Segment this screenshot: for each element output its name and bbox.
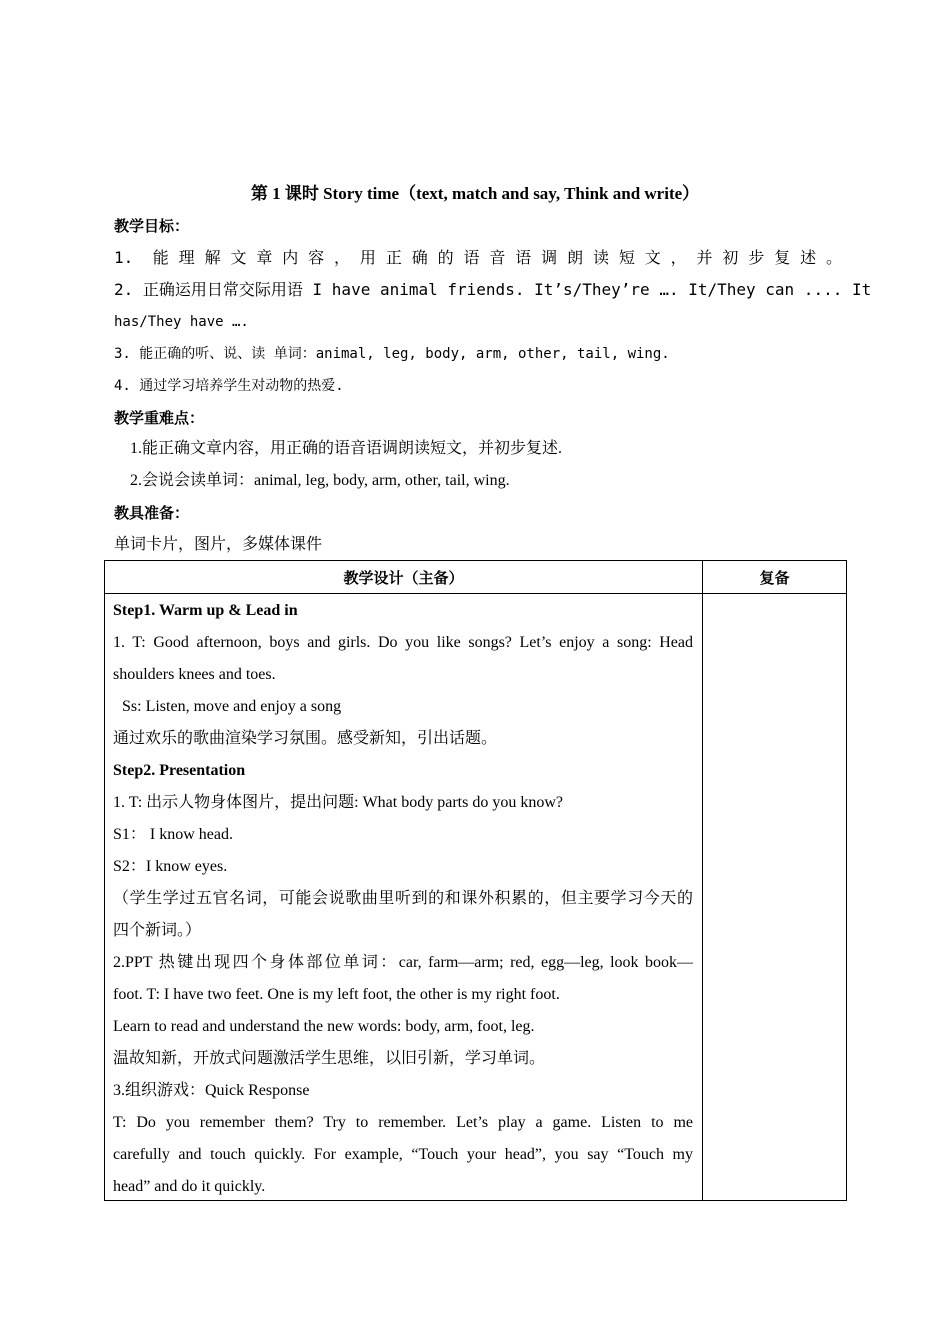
objective-4: 4. 通过学习培养学生对动物的热爱.	[114, 378, 344, 394]
table-line: S2：I know eyes.	[113, 858, 228, 875]
table-line: Learn to read and understand the new words: body, arm, foot, leg.	[113, 1018, 535, 1035]
table-line: 2.PPT 热键出现四个身体部位单词：car, farm—arm; red, egg—leg, look book—	[113, 954, 693, 971]
objective-2-line-1: 2. 正确运用日常交际用语 I have animal friends. It’s/They’re …. It/They can .... It	[114, 280, 872, 299]
objective-2-line-2: has/They have ….	[114, 314, 249, 330]
table-line: 通过欢乐的歌曲渲染学习氛围。感受新知，引出话题。	[113, 730, 498, 747]
materials-text: 单词卡片，图片，多媒体课件	[114, 536, 323, 553]
table-line: 四个新词。）	[113, 922, 202, 939]
table-line: 1. T: 出示人物身体图片，提出问题: What body parts do you know?	[113, 794, 563, 811]
objective-3: 3. 能正确的听、说、读 单词：animal, leg, body, arm, other, tail, wing.	[114, 346, 670, 362]
table-line: 1. T: Good afternoon, boys and girls. Do you like songs? Let’s enjoy a song: Head	[113, 634, 693, 651]
table-line: 温故知新，开放式问题激活学生思维，以旧引新，学习单词。	[113, 1050, 546, 1067]
table-line: 3.组织游戏：Quick Response	[113, 1082, 310, 1099]
revision-cell[interactable]	[703, 594, 847, 1201]
table-line: shoulders knees and toes.	[113, 666, 276, 683]
key-point-1: 1.能正确文章内容，用正确的语音语调朗读短文，并初步复述.	[130, 440, 563, 457]
design-column-header: 教学设计（主备）	[105, 561, 703, 594]
table-header-row	[105, 561, 847, 594]
objective-1: 1. 能理解文章内容，用正确的语音语调朗读短文，并初步复述。	[114, 248, 842, 267]
table-line: （学生学过五官名词，可能会说歌曲里听到的和课外积累的，但主要学习今天的	[113, 890, 693, 907]
table-line: carefully and touch quickly. For example, “Touch your head”, you say “Touch my	[113, 1146, 693, 1163]
table-line: head” and do it quickly.	[113, 1178, 266, 1195]
lesson-title: 第 1 课时 Story time（text, match and say, Think and write）	[250, 184, 700, 203]
step2-heading: Step2. Presentation	[113, 762, 246, 779]
key-points-heading: 教学重难点：	[114, 409, 205, 427]
revision-column-header: 复备	[703, 561, 847, 594]
key-point-2: 2.会说会读单词：animal, leg, body, arm, other, tail, wing.	[130, 472, 510, 489]
teaching-design-table	[104, 560, 847, 1201]
table-body-row	[105, 594, 847, 1201]
objectives-heading: 教学目标：	[114, 217, 190, 235]
table-line: S1： I know head.	[113, 826, 233, 843]
table-line: Ss: Listen, move and enjoy a song	[122, 698, 342, 715]
materials-heading: 教具准备：	[114, 504, 190, 522]
design-cell	[105, 594, 703, 1201]
table-line: T: Do you remember them? Try to remember. Let’s play a game. Listen to me	[113, 1114, 693, 1131]
table-line: foot. T: I have two feet. One is my left foot, the other is my right foot.	[113, 986, 560, 1003]
step1-heading: Step1. Warm up & Lead in	[113, 602, 298, 619]
